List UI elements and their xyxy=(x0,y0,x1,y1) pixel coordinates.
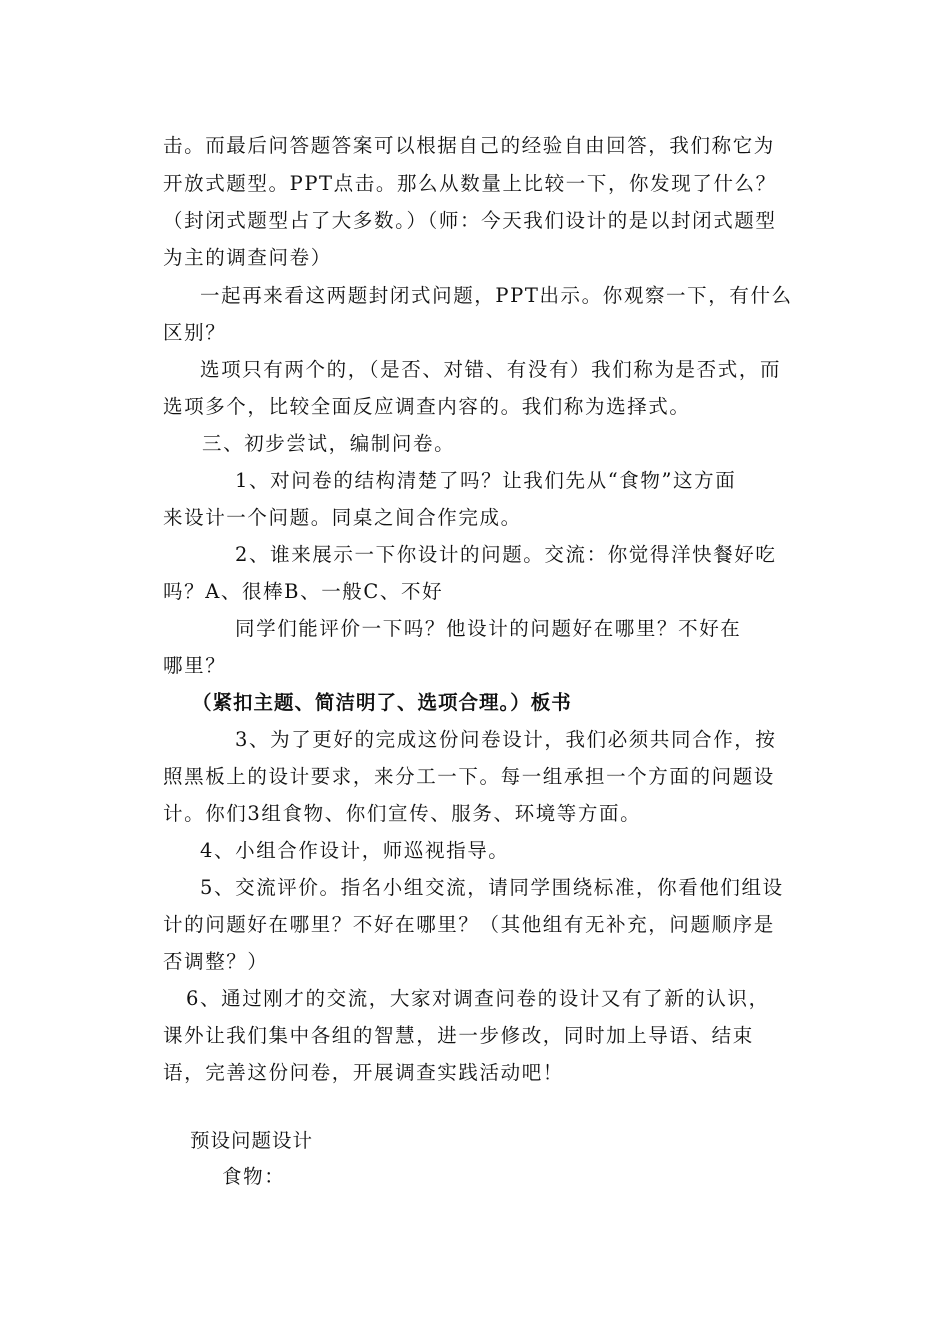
section-heading: 三、初步尝试，编制问卷。 xyxy=(202,432,456,455)
paragraph-line: 来设计一个问题。同桌之间合作完成。 xyxy=(163,506,522,529)
subsection-heading: 预设问题设计 xyxy=(190,1129,314,1152)
paragraph-line: 区别？ xyxy=(163,321,227,344)
board-note: （紧扣主题、简洁明了、选项合理。）板书 xyxy=(192,691,572,714)
paragraph-line: 6、通过刚才的交流，大家对调查问卷的设计又有了新的认识， xyxy=(186,987,770,1010)
paragraph-line: 计的问题好在哪里？不好在哪里？（其他组有无补充，问题顺序是 xyxy=(163,913,775,936)
paragraph-line: （封闭式题型占了大多数。）（师：今天我们设计的是以封闭式题型 xyxy=(163,209,777,232)
paragraph-line: 语，完善这份问卷，开展调查实践活动吧！ xyxy=(163,1061,564,1084)
paragraph-line: 吗？A、很棒B、一般C、不好 xyxy=(163,580,444,603)
paragraph-line: 一起再来看这两题封闭式问题，PPT出示。你观察一下，有什么 xyxy=(200,284,793,307)
paragraph-line: 2、谁来展示一下你设计的问题。交流：你觉得洋快餐好吃 xyxy=(235,543,777,566)
paragraph-line: 选项只有两个的，（是否、对错、有没有）我们称为是否式，而 xyxy=(200,358,782,381)
paragraph-line: 计。你们3组食物、你们宣传、服务、环境等方面。 xyxy=(163,802,642,825)
paragraph-line: 5、交流评价。指名小组交流，请同学围绕标准，你看他们组设 xyxy=(200,876,784,899)
paragraph-line: 照黑板上的设计要求，来分工一下。每一组承担一个方面的问题设 xyxy=(163,765,775,788)
paragraph-line: 开放式题型。PPT点击。那么从数量上比较一下，你发现了什么？ xyxy=(163,172,777,195)
paragraph-line: 同学们能评价一下吗？他设计的问题好在哪里？不好在 xyxy=(235,617,742,640)
paragraph-line: 1、对问卷的结构清楚了吗？让我们先从“食物”这方面 xyxy=(235,469,737,492)
paragraph-line: 击。而最后问答题答案可以根据自己的经验自由回答，我们称它为 xyxy=(163,134,775,157)
paragraph-line: 课外让我们集中各组的智慧，进一步修改，同时加上导语、结束 xyxy=(163,1024,754,1047)
paragraph-line: 4、小组合作设计，师巡视指导。 xyxy=(200,839,510,862)
paragraph-line: 3、为了更好的完成这份问卷设计，我们必须共同合作，按 xyxy=(235,728,777,751)
paragraph-line: 食物： xyxy=(222,1165,286,1188)
paragraph-line: 选项多个，比较全面反应调查内容的。我们称为选择式。 xyxy=(163,395,691,418)
paragraph-line: 哪里？ xyxy=(163,654,227,677)
paragraph-line: 为主的调查问卷） xyxy=(163,246,332,269)
paragraph-line: 否调整？） xyxy=(163,950,269,973)
